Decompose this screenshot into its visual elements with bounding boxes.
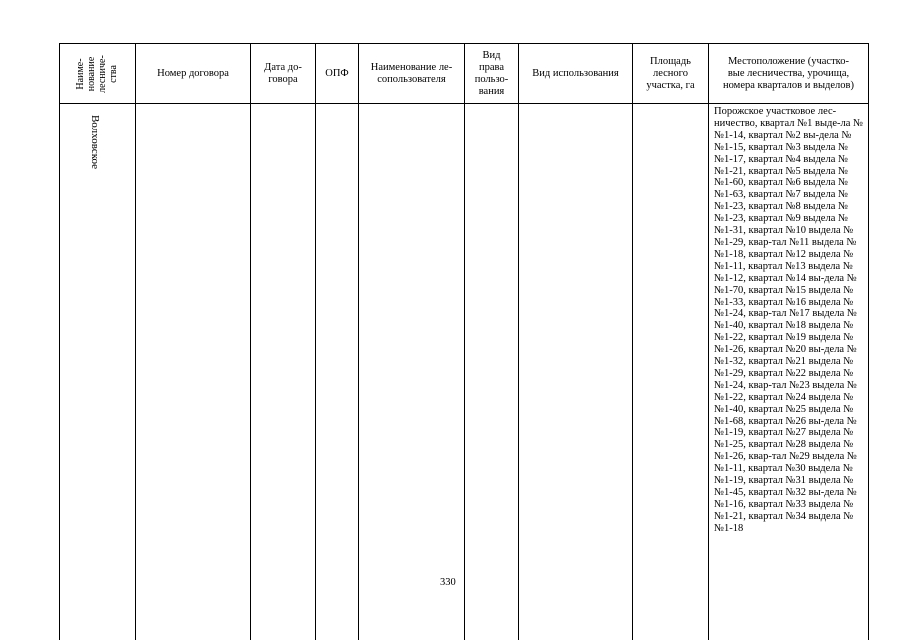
col-border-9 <box>708 43 709 640</box>
row-forestry-name-cell <box>78 112 112 182</box>
header-user-name: Наименование ле- сопользователя <box>370 62 453 85</box>
col-border-2 <box>135 43 136 640</box>
col-border-1 <box>59 43 60 640</box>
col-border-4 <box>315 43 316 640</box>
header-forestry-name: Наиме- нование лесниче- ства <box>75 55 119 93</box>
col-border-8 <box>632 43 633 640</box>
col-border-3 <box>250 43 251 640</box>
header-contract-date: Дата до- говора <box>264 62 302 85</box>
header-area: Площадь лесного участка, га <box>646 56 695 91</box>
header-forestry-name-cell <box>59 44 135 104</box>
col-border-7 <box>518 43 519 640</box>
header-usage-type: Вид использования <box>532 68 619 79</box>
header-right-type: Вид права пользо- вания <box>474 50 509 97</box>
col-border-6 <box>464 43 465 640</box>
row-forestry-name: Волховское <box>89 114 102 170</box>
header-opf: ОПФ <box>325 68 349 79</box>
col-border-10 <box>868 43 869 640</box>
page-number: 330 <box>440 577 456 588</box>
row-location-text: Порожское участковое лес-ничество, квартал №1 выде-ла №№1-14, квартал №2 вы-дела №№1-15, квартал №3 выдела №№1-17, квартал №4 выдела №№1-21, квартал №5 выдела №№1-60, квартал №6 выдела №№1-63, квартал №7 выдела №№1-23, квартал №8 выдела №№1-23, квартал №9 выдела №№1-31, квартал №10 выдела №№1-29, квар-тал №11 выдела №№1-18, квартал №12 выдела №№1-11, квартал №13 выдела №№1-12, квартал №14 вы-дела №№1-70, квартал №15 выдела №№1-33, квартал №16 выдела №№1-24, квар-тал №17 выдела №№1-40, квартал №18 выдела №№1-22, квартал №19 выдела №№1-26, квартал №20 вы-дела №№1-32, квартал №21 выдела №№1-29, квартал №22 выдела №№1-24, квар-тал №23 выдела №№1-22, квартал №24 выдела №№1-40, квартал №25 выдела №№1-68, квартал №26 вы-дела №№1-19, квартал №27 выдела №№1-25, квартал №28 выдела №№1-26, квар-тал №29 выдела №№1-11, квартал №30 выдела №№1-19, квартал №31 выдела №№1-45, квартал №32 вы-дела №№1-16, квартал №33 выдела №№1-21, квартал №34 выдела №№1-18 <box>714 106 864 534</box>
col-border-5 <box>358 43 359 640</box>
header-location: Местоположение (участко- вые лесничества, урочища, номера кварталов и выделов) <box>723 56 854 91</box>
header-contract-number: Номер договора <box>157 68 229 79</box>
